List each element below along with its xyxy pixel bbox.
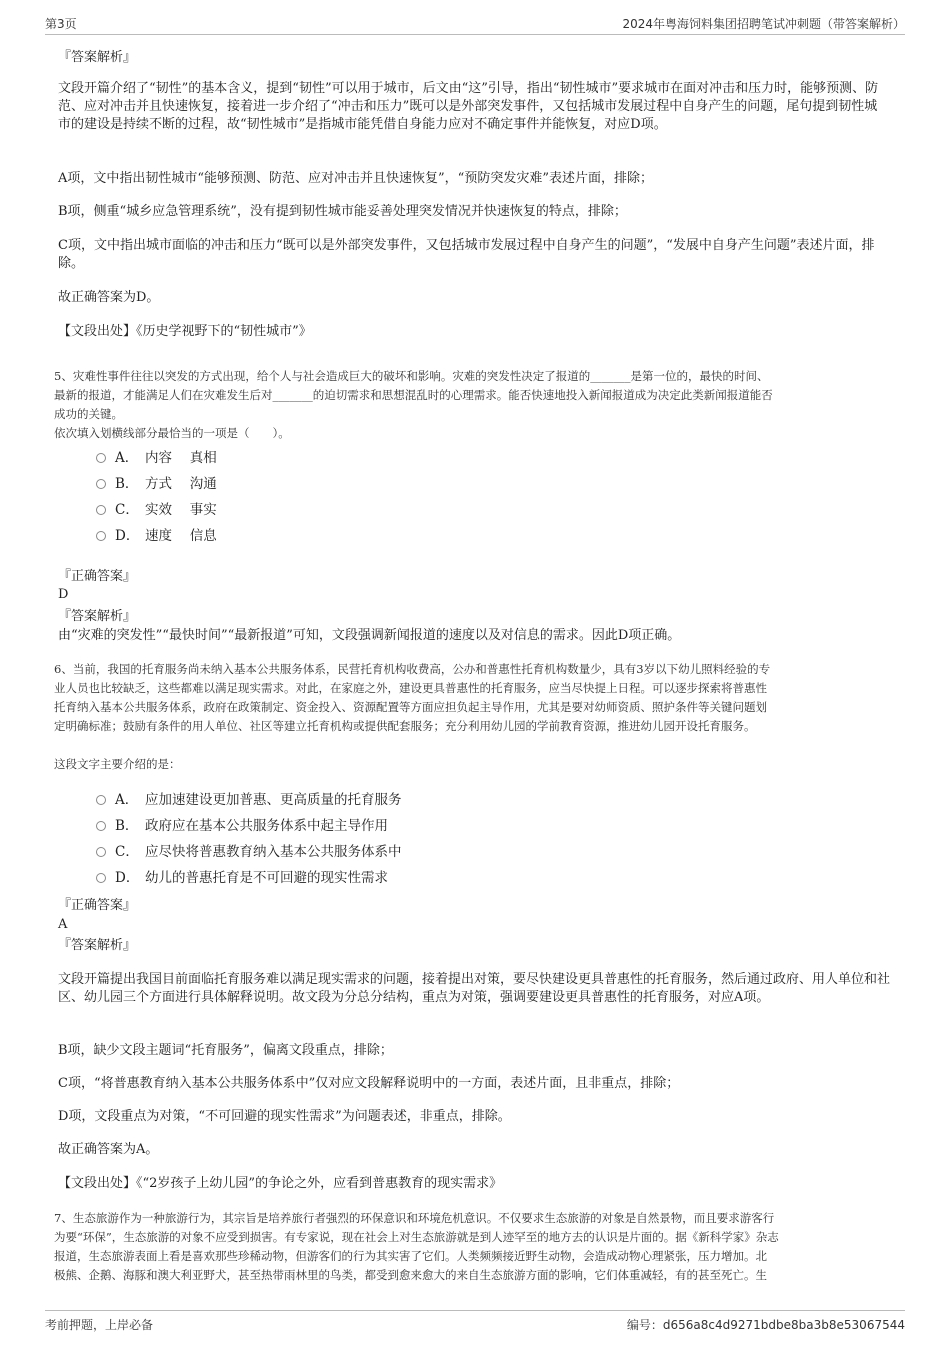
question-6-stem <box>54 660 892 736</box>
option-text: 政府应在基本公共服务体系中起主导作用 <box>145 818 388 834</box>
page-header <box>45 14 905 35</box>
correct-answer-heading: 『正确答案』 <box>58 898 137 913</box>
q6-option-c[interactable] <box>96 843 402 861</box>
q6-option-d[interactable] <box>96 869 388 887</box>
analysis-option-b: B项，缺少文段主题词“托育服务”，偏离文段重点，排除； <box>58 1043 393 1058</box>
option-text: 方式 沟通 <box>145 476 217 492</box>
question-prompt: 依次填入划横线部分最恰当的一项是（ ）。 <box>54 426 290 440</box>
text-source: 【文段出处】《“2岁孩子上幼儿园”的争论之外，应看到普惠教育的现实需求》 <box>58 1176 503 1191</box>
q5-option-b[interactable] <box>96 475 217 493</box>
option-text: 应加速建设更加普惠、更高质量的托育服务 <box>145 792 402 808</box>
question-prompt: 这段文字主要介绍的是： <box>54 757 181 771</box>
radio-icon[interactable] <box>96 531 106 541</box>
text-source: 【文段出处】《历史学视野下的“韧性城市”》 <box>58 324 312 339</box>
analysis-option-d: D项，文段重点为对策，“不可回避的现实性需求”为问题表述，非重点，排除。 <box>58 1109 511 1124</box>
analysis-heading: 『答案解析』 <box>58 50 137 65</box>
code-label: 编号： <box>626 1318 663 1332</box>
page-number: 第3页 <box>45 17 77 31</box>
page-footer <box>45 1310 905 1341</box>
analysis-option-a: A项，文中指出韧性城市“能够预测、防范、应对冲击并且快速恢复”，“预防突发灾难”表述片面，排除； <box>58 171 653 186</box>
document-code <box>627 1316 905 1333</box>
radio-icon[interactable] <box>96 795 106 805</box>
correct-answer-heading: 『正确答案』 <box>58 569 137 584</box>
option-label: D． <box>115 870 140 886</box>
option-label: C． <box>115 502 139 518</box>
analysis-paragraph: 文段开篇介绍了“韧性”的基本含义，提到“韧性”可以用于城市，后文由“这”引导，指出“韧性城市”要求城市在面对冲击和压力时，能够预测、防范、应对冲击并且快速恢复，接着进一步介绍了“冲击和压力”既可以是外部突发事件，又包括城市发展过程中自身产生的问题，尾句提到韧性城市的建设是持续不断的过程，故“韧性城市”是指城市能凭借自身能力应对不确定事件并能恢复，对应D项。 <box>58 81 879 132</box>
analysis-heading: 『答案解析』 <box>58 609 137 624</box>
stem-line: 托育纳入基本公共服务体系，政府在政策制定、资金投入、资源配置等方面应担负起主导作用，尤其是要对幼师资质、照护条件等关键问题划 <box>54 700 767 714</box>
stem-line: 6、当前，我国的托育服务尚未纳入基本公共服务体系，民营托育机构收费高，公办和普惠性托育机构数量少，具有3岁以下幼儿照料经验的专 <box>54 662 771 676</box>
stem-line: 为要“环保”，生态旅游的对象不应受到损害。有专家说，现在社会上对生态旅游就是到人迹罕至的地方去的认识是片面的。据《新科学家》杂志 <box>54 1230 779 1244</box>
option-text: 速度 信息 <box>145 528 217 544</box>
radio-icon[interactable] <box>96 847 106 857</box>
option-label: C． <box>115 844 139 860</box>
radio-icon[interactable] <box>96 479 106 489</box>
stem-line: 极熊、企鹅、海豚和澳大利亚野犬，甚至热带雨林里的鸟类，都受到愈来愈大的来自生态旅游方面的影响，它们体重减轻，有的甚至死亡。生 <box>54 1268 767 1282</box>
stem-line: 7、生态旅游作为一种旅游行为，其宗旨是培养旅行者强烈的环保意识和环境危机意识。不仅要求生态旅游的对象是自然景物，而且要求游客行 <box>54 1211 775 1225</box>
q6-option-b[interactable] <box>96 817 388 835</box>
analysis-conclusion: 故正确答案为A。 <box>58 1142 159 1157</box>
stem-line: 定明确标准；鼓励有条件的用人单位、社区等建立托育机构或提供配套服务；充分利用幼儿园的学前教育资源，推进幼儿园开设托育服务。 <box>54 719 756 733</box>
radio-icon[interactable] <box>96 453 106 463</box>
radio-icon[interactable] <box>96 873 106 883</box>
radio-icon[interactable] <box>96 505 106 515</box>
analysis-paragraph: 由“灾难的突发性”“最快时间”“最新报道”可知，文段强调新闻报道的速度以及对信息的需求。因此D项正确。 <box>58 628 681 643</box>
option-label: A． <box>115 450 139 466</box>
option-label: A． <box>115 792 139 808</box>
code-value: d656a8c4d9271bdbe8ba3b8e53067544 <box>662 1318 905 1332</box>
stem-line: 报道，生态旅游表面上看是喜欢那些珍稀动物，但游客们的行为其实害了它们。人类频频接近野生动物，会造成动物心理紧张，压力增加。北 <box>54 1249 767 1263</box>
q6-option-a[interactable] <box>96 791 402 809</box>
option-text: 内容 真相 <box>145 450 217 466</box>
analysis-option-c: C项，“将普惠教育纳入基本公共服务体系中”仅对应文段解释说明中的一方面，表述片面，且非重点，排除； <box>58 1076 680 1091</box>
document-title: 2024年粤海饲料集团招聘笔试冲刺题（带答案解析） <box>622 17 905 31</box>
stem-line: 5、灾难性事件往往以突发的方式出现，给个人与社会造成巨大的破坏和影响。灾难的突发性决定了报道的_______是第一位的，最快的时间、 <box>54 369 769 383</box>
correct-answer: A <box>58 917 68 932</box>
stem-line: 业人员也比较缺乏，这些都难以满足现实需求。对此，在家庭之外，建设更具普惠性的托育服务，应当尽快提上日程。可以逐步探索将普惠性 <box>54 681 767 695</box>
q5-option-d[interactable] <box>96 527 217 545</box>
option-text: 幼儿的普惠托育是不可回避的现实性需求 <box>145 870 388 886</box>
analysis-heading: 『答案解析』 <box>58 938 137 953</box>
analysis-option-c: C项，文中指出城市面临的冲击和压力“既可以是外部突发事件，又包括城市发展过程中自身产生的问题”，“发展中自身产生问题”表述片面，排除。 <box>58 238 875 271</box>
analysis-option-b: B项，侧重“城乡应急管理系统”，没有提到韧性城市能妥善处理突发情况并快速恢复的特点，排除； <box>58 204 627 219</box>
option-label: B． <box>115 476 139 492</box>
option-label: B． <box>115 818 139 834</box>
q5-option-c[interactable] <box>96 501 217 519</box>
analysis-paragraph: 文段开篇提出我国目前面临托育服务难以满足现实需求的问题，接着提出对策，要尽快建设更具普惠性的托育服务，然后通过政府、用人单位和社区、幼儿园三个方面进行具体解释说明。故文段为分总分结构，重点为对策，强调要建设更具普惠性的托育服务，对应A项。 <box>58 972 891 1005</box>
question-5-stem <box>54 367 892 443</box>
option-text: 应尽快将普惠教育纳入基本公共服务体系中 <box>145 844 402 860</box>
stem-line: 最新的报道，才能满足人们在灾难发生后对_______的迫切需求和思想混乱时的心理需求。能否快速地投入新闻报道成为决定此类新闻报道能否 <box>54 388 773 402</box>
stem-line: 成功的关键。 <box>54 407 123 421</box>
footer-slogan: 考前押题，上岸必备 <box>45 1318 154 1332</box>
option-text: 实效 事实 <box>145 502 217 518</box>
radio-icon[interactable] <box>96 821 106 831</box>
analysis-conclusion: 故正确答案为D。 <box>58 290 160 305</box>
question-7-stem <box>54 1209 892 1285</box>
option-label: D． <box>115 528 140 544</box>
q5-option-a[interactable] <box>96 449 217 467</box>
correct-answer: D <box>58 587 69 602</box>
